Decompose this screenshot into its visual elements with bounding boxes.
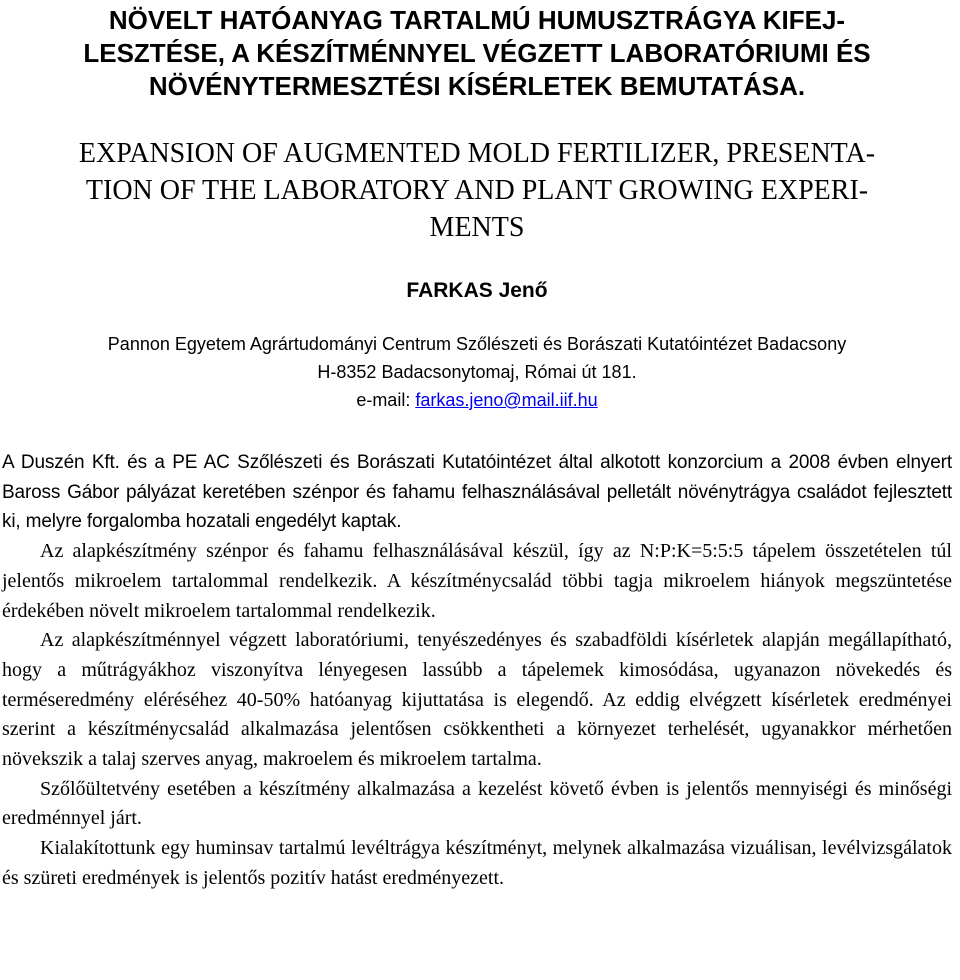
english-title-line: TION OF THE LABORATORY AND PLANT GROWING EXPERI- <box>85 175 869 206</box>
hungarian-title <box>2 4 952 103</box>
hungarian-title-line: NÖVÉNYTERMESZTÉSI KÍSÉRLETEK BEMUTATÁSA. <box>148 71 806 101</box>
abstract-paragraph: Szőlőültetvény esetében a készítmény alkalmazása a kezelést követő évben is jelentős mennyiségi és minőségi eredménnyel járt. <box>2 777 952 830</box>
hungarian-title-line: NÖVELT HATÓANYAG TARTALMÚ HUMUSZTRÁGYA KIFEJ- <box>108 5 846 35</box>
document-page <box>0 4 960 980</box>
english-title <box>2 135 952 246</box>
abstract-paragraph: Az alapkészítménnyel végzett laboratóriumi, tenyészedényes és szabadföldi kísérletek alapján megállapítható, hogy a műtrágyákhoz viszonyítva lényegesen lassúbb a tápelemek kimosódása, ugyanazon növekedés és terméseredmény eléréséhez 40-50% hatóanyag kijuttatása is elegendő. Az eddig elvégzett kísérletek eredményei szerint a készítménycsalád alkalmazása jelentősen csökkentheti a környezet terhelését, ugyanakkor mérhetően növekszik a talaj szerves anyag, makroelem és mikroelem tartalma. <box>2 629 952 771</box>
affiliation-email-row <box>2 386 952 414</box>
abstract-paragraph: Kialakítottunk egy huminsav tartalmú levéltrágya készítményt, melynek alkalmazása vizuálisan, levélvizsgálatok és szüreti eredmények is jelentős pozitív hatást eredményezett. <box>2 837 952 889</box>
author-name: FARKAS Jenő <box>406 279 548 302</box>
email-label: e-mail: <box>356 390 416 410</box>
hungarian-title-line: LESZTÉSE, A KÉSZÍTMÉNNYEL VÉGZETT LABORATÓRIUMI ÉS <box>83 38 871 68</box>
english-title-line: EXPANSION OF AUGMENTED MOLD FERTILIZER, PRESENTA- <box>78 138 876 169</box>
abstract-body <box>2 448 952 894</box>
email-link[interactable]: farkas.jeno@mail.iif.hu <box>415 390 598 410</box>
affiliation-institute: Pannon Egyetem Agrártudományi Centrum Szőlészeti és Borászati Kutatóintézet Badacsony <box>107 334 847 354</box>
affiliation-address: H-8352 Badacsonytomaj, Római út 181. <box>317 362 637 382</box>
abstract-paragraph: A Duszén Kft. és a PE AC Szőlészeti és Borászati Kutatóintézet által alkotott konzorcium a 2008 évben elnyert Baross Gábor pályázat keretében szénpor és fahamu felhasználásával pelletált növénytrágya családot fejlesztett ki, melyre forgalomba hozatali engedélyt kaptak. <box>2 452 952 533</box>
english-title-line: MENTS <box>429 212 525 243</box>
affiliation <box>2 330 952 414</box>
abstract-paragraph: Az alapkészítmény szénpor és fahamu felhasználásával készül, így az N:P:K=5:5:5 tápelem összetételen túl jelentős mikroelem tartalommal rendelkezik. A készítménycsalád többi tagja mikroelem hiányok megszüntetése érdekében növelt mikroelem tartalommal rendelkezik. <box>2 540 952 622</box>
